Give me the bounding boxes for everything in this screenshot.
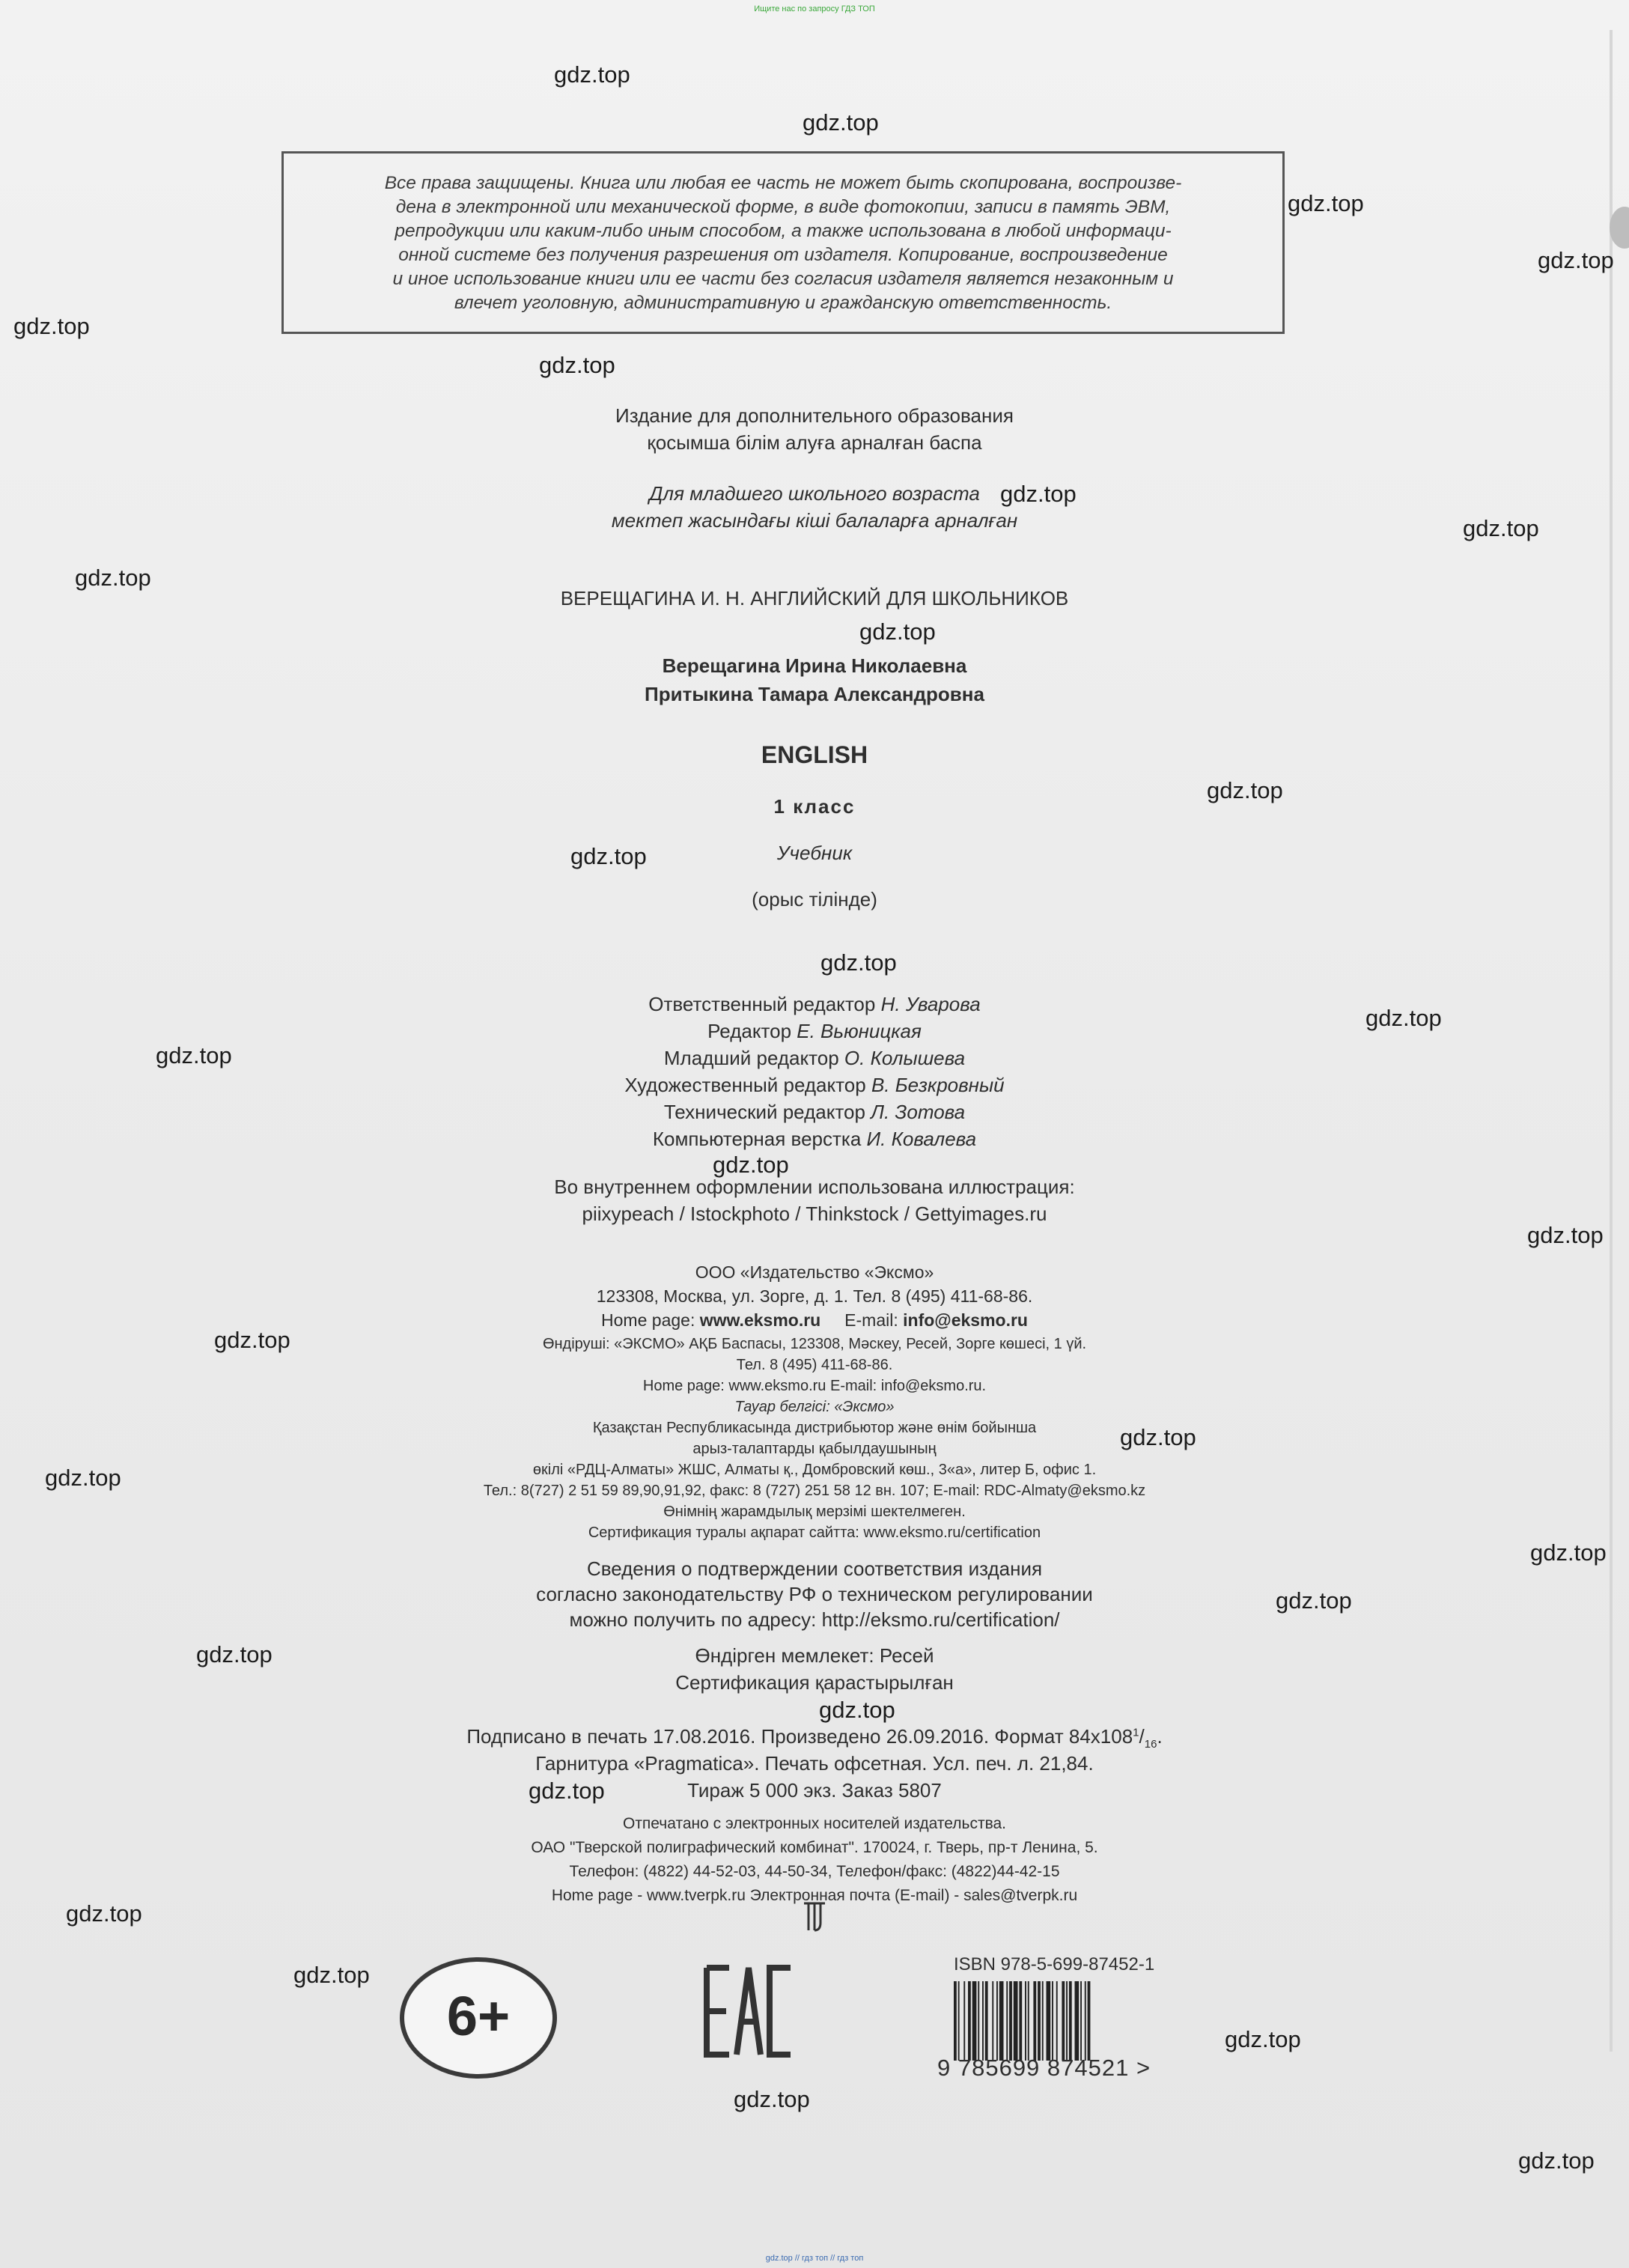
print-info-text: Подписано в печать 17.08.2016. Произведено 26.09.2016. Формат 84х108 bbox=[466, 1725, 1133, 1748]
age-group-ru: Для младшего школьного возраста bbox=[649, 482, 980, 505]
watermark: gdz.top bbox=[1463, 515, 1539, 541]
editor-name: О. Колышева bbox=[844, 1047, 966, 1069]
illustration-credit: piixypeach / Istockphoto / Thinkstock / Gettyimages.ru bbox=[582, 1203, 1047, 1225]
watermark: gdz.top bbox=[196, 1641, 272, 1667]
age-group-kz: мектеп жасындағы кіші балаларға арналған bbox=[611, 509, 1018, 532]
watermark: gdz.top bbox=[554, 61, 630, 88]
email-label: E-mail: bbox=[844, 1310, 898, 1330]
kz-info-line: Тел.: 8(727) 2 51 59 89,90,91,92, факс: 8 (727) 251 58 12 вн. 107; E-mail: RDC-Almaty@eksmo.kz bbox=[483, 1483, 1146, 1499]
kz-info-line: Тел. 8 (495) 411-68-86. bbox=[736, 1357, 893, 1373]
watermark: gdz.top bbox=[859, 618, 936, 645]
rights-notice-line: дена в электронной или механической форме, в виде фотокопии, записи в память ЭВМ, bbox=[395, 197, 1171, 217]
editor-role: Художественный редактор bbox=[624, 1074, 866, 1096]
printer-line: Телефон: (4822) 44-52-03, 44-50-34, Телефон/факс: (4822)44-42-15 bbox=[569, 1863, 1060, 1880]
watermark: gdz.top bbox=[1530, 1539, 1607, 1566]
rights-notice-line: и иное использование книги или ее части без согласия издателя является незаконным и bbox=[392, 269, 1174, 289]
rights-notice-line: влечет уголовную, административную и гражданскую ответственность. bbox=[454, 293, 1112, 313]
kz-info-line: өкілі «РДЦ-Алматы» ЖШС, Алматы қ., Домбровский көш., 3«а», литер Б, офис 1. bbox=[532, 1462, 1097, 1478]
watermark: gdz.top bbox=[1225, 2026, 1301, 2052]
publisher-contacts bbox=[0, 1310, 1629, 1331]
certification-line: можно получить по адресу: http://eksmo.ru/certification/ bbox=[569, 1608, 1060, 1631]
kz-info-line: Өнімнің жарамдылық мерзімі шектелмеген. bbox=[663, 1504, 966, 1520]
barcode-icon bbox=[952, 1981, 1169, 2061]
print-info-line: Тираж 5 000 экз. Заказ 5807 bbox=[687, 1779, 942, 1802]
watermark: gdz.top bbox=[156, 1042, 232, 1068]
certification-line: согласно законодательству РФ о техническом регулировании bbox=[536, 1583, 1093, 1605]
watermark: gdz.top bbox=[1288, 190, 1364, 216]
publisher-address: 123308, Москва, ул. Зорге, д. 1. Тел. 8 (495) 411-68-86. bbox=[596, 1286, 1033, 1306]
watermark: gdz.top bbox=[1518, 2147, 1595, 2174]
rights-notice-line: онной системе без получения разрешения от издателя. Копирование, воспроизведение bbox=[398, 245, 1168, 265]
barcode-number: 9 785699 874521 > bbox=[937, 2055, 1151, 2081]
watermark: gdz.top bbox=[1276, 1587, 1352, 1614]
format-fraction-num: 1 bbox=[1133, 1726, 1139, 1739]
bottom-banner[interactable]: gdz.top // гдз топ // гдз топ bbox=[765, 2254, 864, 2263]
editor-line bbox=[0, 1101, 1629, 1124]
age-rating-value: 6+ bbox=[446, 1985, 511, 2047]
watermark: gdz.top bbox=[1207, 777, 1283, 803]
book-language: (орыс тілінде) bbox=[752, 888, 877, 910]
editor-role: Ответственный редактор bbox=[648, 993, 876, 1015]
print-info-line: Гарнитура «Pragmatica». Печать офсетная. Усл. печ. л. 21,84. bbox=[535, 1752, 1094, 1775]
editor-line bbox=[0, 1128, 1629, 1151]
book-grade: 1 класс bbox=[773, 795, 856, 818]
kz-info-line: арыз-талаптарды қабылдаушының bbox=[692, 1441, 937, 1457]
edition-type-kz: қосымша білім алуға арналған баспа bbox=[647, 431, 982, 454]
editor-name: Л. Зотова bbox=[871, 1101, 966, 1123]
kz-info-line: Қазақстан Республикасында дистрибьютор және өнім бойынша bbox=[592, 1420, 1037, 1436]
watermark: gdz.top bbox=[66, 1900, 142, 1927]
email-link[interactable]: info@eksmo.ru bbox=[903, 1310, 1028, 1330]
top-banner[interactable]: Ищите нас по запросу ГДЗ ТОП bbox=[754, 4, 875, 13]
print-info-line: Подписано в печать 17.08.2016. Произведено 26.09.2016. Формат $84х108^1/_{16}$. bbox=[466, 1725, 1163, 1751]
kz-info-line: Home page: www.eksmo.ru E-mail: info@eksmo.ru. bbox=[642, 1378, 987, 1394]
printer-line: ОАО "Тверской полиграфический комбинат". 170024, г. Тверь, пр-т Ленина, 5. bbox=[531, 1839, 1098, 1856]
watermark: gdz.top bbox=[75, 565, 151, 591]
series-title: ВЕРЕЩАГИНА И. Н. АНГЛИЙСКИЙ ДЛЯ ШКОЛЬНИКОВ bbox=[560, 587, 1069, 609]
watermark: gdz.top bbox=[529, 1778, 605, 1804]
kz-info-line: Өндіруші: «ЭКСМО» АҚБ Баспасы, 123308, Мәскеу, Ресей, Зорге көшесі, 1 үй. bbox=[542, 1336, 1087, 1352]
editor-role: Редактор bbox=[707, 1020, 792, 1042]
watermark: gdz.top bbox=[734, 2086, 810, 2112]
watermark: gdz.top bbox=[819, 1697, 895, 1723]
country-line: Өндірген мемлекет: Ресей bbox=[695, 1644, 934, 1667]
watermark: gdz.top bbox=[293, 1962, 370, 1988]
certification-line: Сведения о подтверждении соответствия издания bbox=[586, 1557, 1043, 1580]
watermark: gdz.top bbox=[1120, 1424, 1196, 1450]
rights-notice-line: репродукции или каким-либо иным способом, а также использована в любой информаци- bbox=[395, 221, 1172, 241]
edition-type-ru: Издание для дополнительного образования bbox=[615, 404, 1014, 427]
watermark: gdz.top bbox=[214, 1327, 290, 1353]
editor-name: В. Безкровный bbox=[871, 1074, 1005, 1096]
isbn-label: ISBN 978-5-699-87452-1 bbox=[954, 1954, 1155, 1974]
watermark: gdz.top bbox=[1527, 1222, 1604, 1248]
editor-line bbox=[0, 993, 1629, 1016]
watermark: gdz.top bbox=[803, 109, 879, 136]
watermark: gdz.top bbox=[45, 1465, 121, 1491]
kz-info-line: Тауар белгісі: «Эксмо» bbox=[734, 1399, 895, 1415]
editor-name: И. Ковалева bbox=[866, 1128, 977, 1150]
printer-logo-icon bbox=[801, 1900, 828, 1933]
book-type: Учебник bbox=[776, 842, 853, 864]
rights-notice-line: Все права защищены. Книга или любая ее часть не может быть скопирована, воспроизве- bbox=[384, 173, 1182, 193]
watermark: gdz.top bbox=[1538, 247, 1614, 273]
editor-role: Младший редактор bbox=[663, 1047, 839, 1069]
watermark: gdz.top bbox=[820, 949, 897, 976]
editor-name: Н. Уварова bbox=[880, 993, 981, 1015]
home-page-label: Home page: bbox=[601, 1310, 695, 1330]
eac-mark-icon bbox=[704, 1965, 794, 2058]
watermark: gdz.top bbox=[713, 1152, 789, 1178]
editor-name: Е. Вьюницкая bbox=[797, 1020, 922, 1042]
editor-role: Компьютерная верстка bbox=[652, 1128, 862, 1150]
editor-line bbox=[0, 1047, 1629, 1070]
printer-line: Home page - www.tverpk.ru Электронная почта (E-mail) - sales@tverpk.ru bbox=[551, 1887, 1078, 1904]
book-title: ENGLISH bbox=[761, 741, 868, 768]
format-fraction-den: 16 bbox=[1144, 1738, 1157, 1751]
author-name: Притыкина Тамара Александровна bbox=[645, 683, 984, 705]
printer-line: Отпечатано с электронных носителей издательства. bbox=[622, 1815, 1007, 1832]
rights-notice-box bbox=[281, 151, 1285, 334]
watermark: gdz.top bbox=[1000, 481, 1077, 507]
editor-line bbox=[0, 1074, 1629, 1097]
author-name: Верещагина Ирина Николаевна bbox=[662, 654, 967, 677]
editor-line bbox=[0, 1020, 1629, 1043]
home-page-link[interactable]: www.eksmo.ru bbox=[699, 1310, 821, 1330]
watermark: gdz.top bbox=[13, 313, 90, 339]
illustration-credit: Во внутреннем оформлении использована иллюстрация: bbox=[554, 1176, 1075, 1198]
watermark: gdz.top bbox=[1365, 1005, 1442, 1031]
watermark: gdz.top bbox=[539, 352, 615, 378]
age-rating-badge bbox=[400, 1957, 557, 2079]
country-line: Сертификация қарастырылған bbox=[675, 1671, 954, 1694]
publisher-name: ООО «Издательство «Эксмо» bbox=[695, 1262, 934, 1282]
watermark: gdz.top bbox=[570, 843, 647, 869]
editor-role: Технический редактор bbox=[663, 1101, 865, 1123]
kz-info-line: Сертификация туралы ақпарат сайтта: www.eksmo.ru/certification bbox=[588, 1524, 1041, 1541]
